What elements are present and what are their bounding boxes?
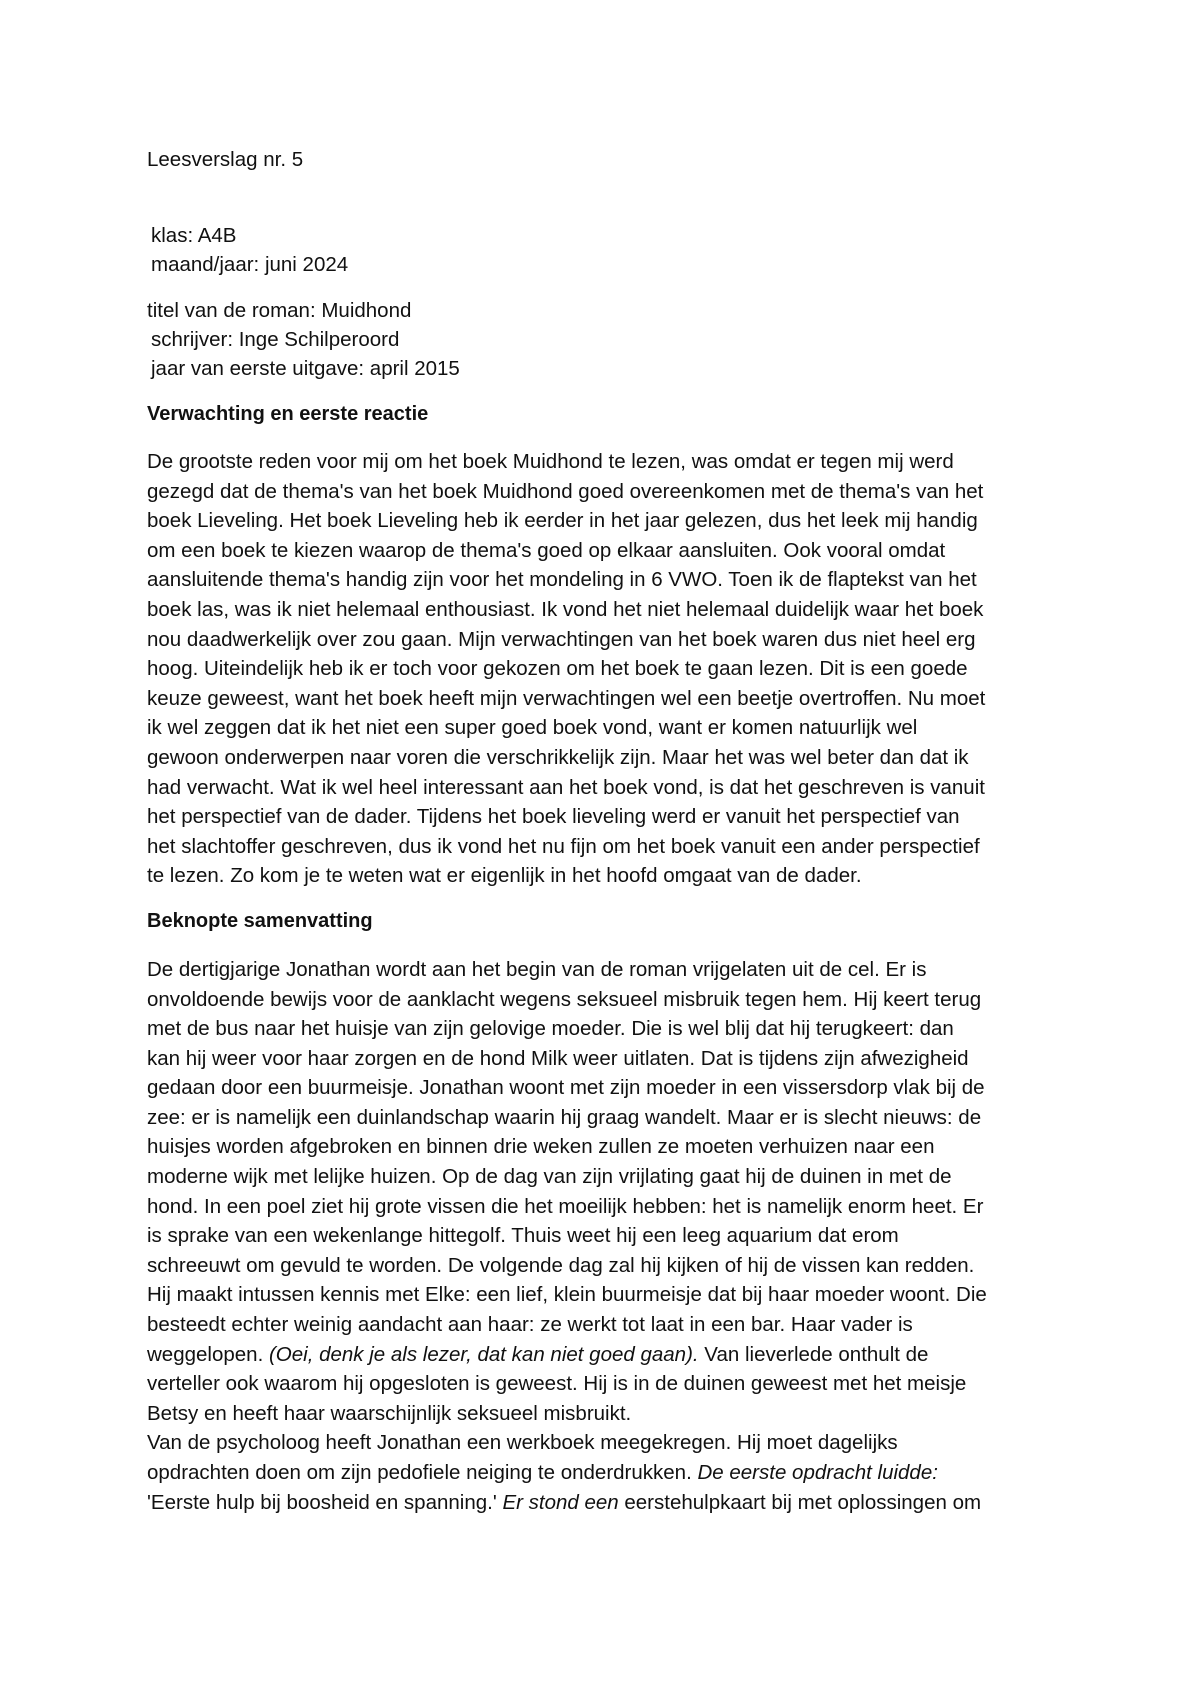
text-line: is sprake van een wekenlange hittegolf. Thuis weet hij een leeg aquarium dat erom [147,1224,899,1248]
text-line: het perspectief van de dader. Tijdens het boek lieveling werd er vanuit het perspectief van [147,805,960,829]
italic-run: Er stond een [502,1490,619,1514]
section-heading-verwachting: Verwachting en eerste reactie [147,403,429,425]
document-title: Leesverslag nr. 5 [147,148,304,171]
text-line: hond. In een poel ziet hij grote vissen die het moeilijk hebben: het is namelijk enorm heet. Er [147,1194,984,1218]
text-line: gewoon onderwerpen naar voren die verschrikkelijk zijn. Maar het was wel beter dan dat ik [147,745,969,769]
book-schrijver: schrijver: Inge Schilperoord [151,328,400,351]
text-line: hoog. Uiteindelijk heb ik er toch voor gekozen om het boek te gaan lezen. Dit is een goede [147,657,968,681]
meta-maand-jaar: maand/jaar: juni 2024 [151,253,349,276]
text-line: boek las, was ik niet helemaal enthousiast. Ik vond het niet helemaal duidelijk waar het boek [147,597,984,621]
text-line: het slachtoffer geschreven, dus ik vond het nu fijn om het boek vanuit een ander perspectief [147,834,980,858]
text-run: weggelopen. [147,1342,269,1366]
section-heading-samenvatting: Beknopte samenvatting [147,909,373,932]
text-line: keuze geweest, want het boek heeft mijn verwachtingen wel een beetje overtroffen. Nu moet [147,686,986,710]
book-info [147,296,1066,383]
text-line: Betsy en heeft haar waarschijnlijk seksueel misbruikt. [147,1401,632,1425]
text-line: had verwacht. Wat ik wel heel interessant aan het boek vond, is dat het geschreven is vanuit [147,775,985,799]
text-line: gezegd dat de thema's van het boek Muidhond goed overeenkomen met de thema's van het [147,479,984,503]
text-run: Van lieverlede onthult de [698,1342,929,1366]
text-line: schreeuwt om gevuld te worden. De volgende dag zal hij kijken of hij de vissen kan redden. [147,1253,975,1277]
text-line: Van de psycholoog heeft Jonathan een werkboek meegekregen. Hij moet dagelijks [147,1431,898,1455]
text-run: opdrachten doen om zijn pedofiele neiging te onderdrukken. [147,1461,698,1484]
text-line: met de bus naar het huisje van zijn gelovige moeder. Die is wel blij dat hij terugkeert: dan [147,1017,954,1041]
text-line: Hij maakt intussen kennis met Elke: een lief, klein buurmeisje dat bij haar moeder woont. Die [147,1283,987,1307]
italic-run: De eerste opdracht luidde: [697,1461,938,1484]
text-line: moderne wijk met lelijke huizen. Op de dag van zijn vrijlating gaat hij de duinen in met de [147,1165,952,1189]
meta-klas: klas: A4B [151,224,237,247]
text-run: 'Eerste hulp bij boosheid en spanning.' [147,1490,503,1514]
text-line: verteller ook waarom hij opgesloten is geweest. Hij is in de duinen geweest met het meisje [147,1372,967,1396]
italic-run: (Oei, denk je als lezer, dat kan niet goed gaan). [268,1342,699,1366]
book-jaar: jaar van eerste uitgave: april 2015 [151,357,460,380]
text-line: aansluitende thema's handig zijn voor het mondeling in 6 VWO. Toen ik de flaptekst van het [147,568,977,592]
text-line: zee: er is namelijk een duinlandschap waarin hij graag wandelt. Maar er is slecht nieuws: de [147,1105,982,1129]
text-line: nou daadwerkelijk over zou gaan. Mijn verwachtingen van het boek waren dus niet heel erg [147,627,976,651]
text-line: huisjes worden afgebroken en binnen drie weken zullen ze moeten verhuizen naar een [147,1135,935,1159]
text-run: eerstehulpkaart bij met oplossingen om [618,1490,982,1514]
text-line: te lezen. Zo kom je te weten wat er eigenlijk in het hoofd omgaat van de dader. [147,864,862,888]
text-line: om een boek te kiezen waarop de thema's goed op elkaar aansluiten. Ook vooral omdat [147,538,946,562]
text-line: ik wel zeggen dat ik het niet een super goed boek vond, want er komen natuurlijk wel [147,716,918,740]
text-line: besteedt echter weinig aandacht aan haar: ze werkt tot laat in een bar. Haar vader is [147,1313,913,1337]
text-line: kan hij weer voor haar zorgen en de hond Milk weer uitlaten. Dat is tijdens zijn afwezigheid [147,1046,969,1070]
paragraph-verwachting [147,447,1066,891]
text-line-opdracht [147,1458,1066,1488]
text-line: boek Lieveling. Het boek Lieveling heb ik eerder in het jaar gelezen, dus het leek mij handig [147,509,978,533]
text-line: De grootste reden voor mij om het boek Muidhond te lezen, was omdat er tegen mij werd [147,450,954,473]
meta-block [147,221,1066,279]
text-line: onvoldoende bewijs voor de aanklacht wegens seksueel misbruik tegen hem. Hij keert terug [147,987,982,1011]
paragraph-samenvatting [147,955,1066,1517]
text-line: gedaan door een buurmeisje. Jonathan woont met zijn moeder in een vissersdorp vlak bij de [147,1076,985,1100]
book-titel: titel van de roman: Muidhond [147,299,412,322]
text-line-eerste-hulp [147,1488,1066,1518]
text-line-weggelopen [147,1340,1066,1370]
text-line: De dertigjarige Jonathan wordt aan het begin van de roman vrijgelaten uit de cel. Er is [147,957,927,981]
